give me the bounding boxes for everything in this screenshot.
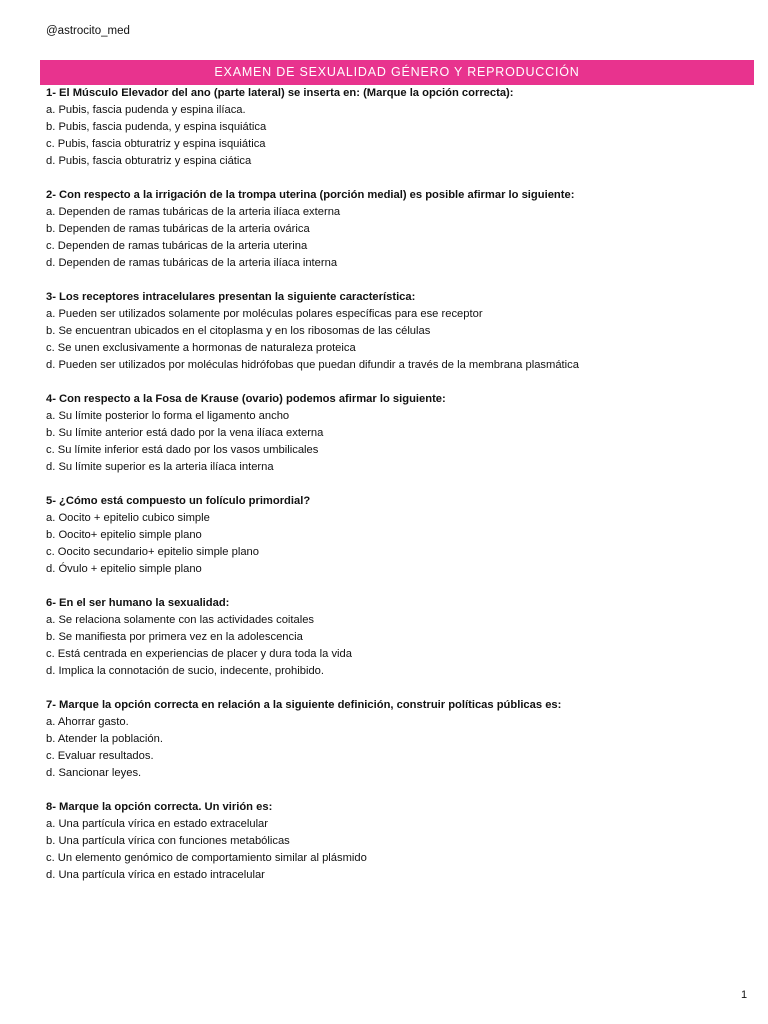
exam-title-banner	[40, 60, 754, 85]
option-b: b. Pubis, fascia pudenda, y espina isquiática	[46, 121, 267, 133]
page-number: 1	[741, 989, 748, 1001]
question-7	[46, 697, 746, 782]
question-8	[46, 799, 746, 884]
question-5	[46, 493, 746, 578]
option-b: b. Dependen de ramas tubáricas de la arteria ovárica	[46, 223, 310, 235]
question-text: 3- Los receptores intracelulares presentan la siguiente característica:	[46, 291, 416, 303]
option-b: b. Se encuentran ubicados en el citoplasma y en los ribosomas de las células	[46, 325, 431, 337]
question-1	[46, 85, 746, 170]
question-text: 7- Marque la opción correcta en relación a la siguiente definición, construir políticas públicas es:	[46, 699, 562, 711]
option-d: d. Una partícula vírica en estado intracelular	[46, 869, 265, 881]
option-d: d. Implica la connotación de sucio, indecente, prohibido.	[46, 665, 324, 677]
option-c: c. Dependen de ramas tubáricas de la arteria uterina	[46, 240, 308, 252]
option-d: d. Dependen de ramas tubáricas de la arteria ilíaca interna	[46, 257, 338, 269]
question-6	[46, 595, 746, 680]
option-c: c. Oocito secundario+ epitelio simple plano	[46, 546, 259, 558]
question-text: 5- ¿Cómo está compuesto un folículo primordial?	[46, 495, 311, 507]
question-list	[46, 85, 746, 901]
question-text: 1- El Músculo Elevador del ano (parte lateral) se inserta en: (Marque la opción correcta):	[46, 87, 514, 99]
option-a: a. Pueden ser utilizados solamente por moléculas polares específicas para ese receptor	[46, 308, 483, 320]
option-a: a. Oocito + epitelio cubico simple	[46, 512, 210, 524]
option-c: c. Está centrada en experiencias de placer y dura toda la vida	[46, 648, 352, 660]
question-3	[46, 289, 746, 374]
option-b: b. Atender la población.	[46, 733, 163, 745]
option-b: b. Una partícula vírica con funciones metabólicas	[46, 835, 290, 847]
option-a: a. Una partícula vírica en estado extracelular	[46, 818, 269, 830]
option-b: b. Oocito+ epitelio simple plano	[46, 529, 202, 541]
question-text: 8- Marque la opción correcta. Un virión es:	[46, 801, 273, 813]
option-d: d. Su límite superior es la arteria ilíaca interna	[46, 461, 274, 473]
option-c: c. Su límite inferior está dado por los vasos umbilicales	[46, 444, 319, 456]
option-a: a. Se relaciona solamente con las actividades coitales	[46, 614, 315, 626]
question-2	[46, 187, 746, 272]
option-c: c. Evaluar resultados.	[46, 750, 154, 762]
question-text: 2- Con respecto a la irrigación de la trompa uterina (porción medial) es posible afirmar lo siguiente:	[46, 189, 575, 201]
option-a: a. Dependen de ramas tubáricas de la arteria ilíaca externa	[46, 206, 341, 218]
option-c: c. Un elemento genómico de comportamiento similar al plásmido	[46, 852, 367, 864]
option-d: d. Pubis, fascia obturatriz y espina ciática	[46, 155, 252, 167]
option-c: c. Pubis, fascia obturatriz y espina isquiática	[46, 138, 266, 150]
author-handle: @astrocito_med	[46, 25, 130, 37]
question-text: 4- Con respecto a la Fosa de Krause (ovario) podemos afirmar lo siguiente:	[46, 393, 446, 405]
option-c: c. Se unen exclusivamente a hormonas de naturaleza proteica	[46, 342, 356, 354]
option-a: a. Su límite posterior lo forma el ligamento ancho	[46, 410, 290, 422]
option-a: a. Pubis, fascia pudenda y espina ilíaca.	[46, 104, 246, 116]
option-d: d. Sancionar leyes.	[46, 767, 142, 779]
option-d: d. Óvulo + epitelio simple plano	[46, 563, 202, 575]
option-b: b. Se manifiesta por primera vez en la adolescencia	[46, 631, 303, 643]
exam-title: EXAMEN DE SEXUALIDAD GÉNERO Y REPRODUCCIÓN	[214, 65, 580, 79]
option-d: d. Pueden ser utilizados por moléculas hidrófobas que puedan difundir a través de la membrana plasmática	[46, 359, 579, 371]
question-4	[46, 391, 746, 476]
option-a: a. Ahorrar gasto.	[46, 716, 129, 728]
question-text: 6- En el ser humano la sexualidad:	[46, 597, 230, 609]
option-b: b. Su límite anterior está dado por la vena ilíaca externa	[46, 427, 324, 439]
